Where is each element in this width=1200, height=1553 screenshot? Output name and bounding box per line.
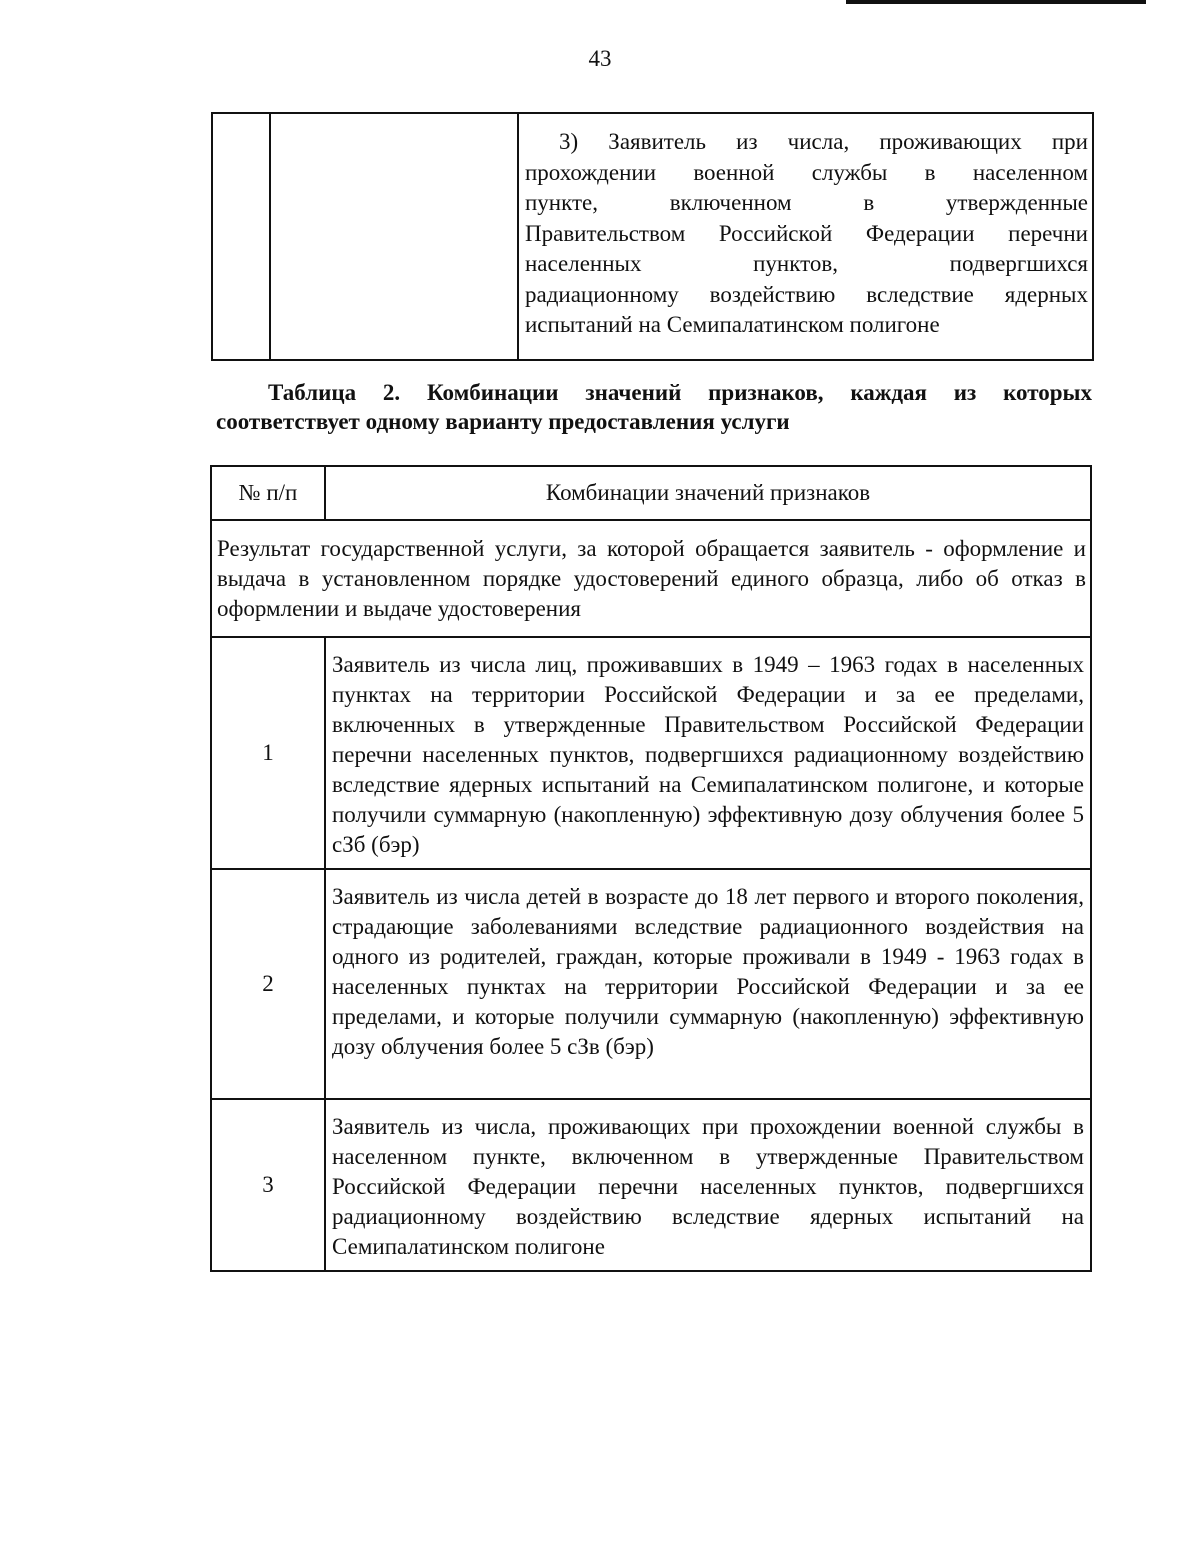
combinations-table [210, 465, 1092, 1272]
line: прохождении военной службы в населенном [525, 159, 1088, 185]
table-row [211, 637, 1091, 869]
empty-cell-2 [270, 113, 518, 360]
table-caption [216, 378, 1092, 436]
continued-cell-text [518, 113, 1093, 360]
page-number: 43 [588, 46, 612, 71]
top-edge-line [846, 0, 1146, 4]
result-row [211, 520, 1091, 637]
result-text: Результат государственной услуги, за которой обращается заявитель - оформление и выдача в установленном порядке удостоверений единого образца, либо об отказ в оформлении и выдаче удостоверения [211, 520, 1091, 637]
row-number: 2 [211, 869, 325, 1099]
header-num: № п/п [211, 466, 325, 520]
line: испытаний на Семипалатинском полигоне [525, 312, 940, 337]
table-row [211, 1099, 1091, 1271]
row-number: 1 [211, 637, 325, 869]
row-number: 3 [211, 1099, 325, 1271]
row-text: Заявитель из числа лиц, проживавших в 1949 – 1963 годах в населенных пунктах на территории Российской Федерации и за ее пределами, включенных в утвержденные Правительством Российской Федерации перечни населенных пунктов, подвергшихся радиационному воздействию вследствие ядерных испытаний на Семипалатинском полигоне, и которые получили суммарную (накопленную) эффективную дозу облучения более 5 сЗб (бэр) [325, 637, 1091, 869]
caption-line-1: Таблица 2. Комбинации значений признаков, каждая из которых [268, 380, 1092, 405]
line: радиационному воздействию вследствие ядерных [525, 281, 1088, 307]
empty-cell-1 [212, 113, 270, 360]
line: населенных пунктов, подвергшихся [525, 251, 1088, 276]
row-text: Заявитель из числа детей в возрасте до 18 лет первого и второго поколения, страдающие заболеваниями вследствие радиационного воздействия на одного из родителей, граждан, которые проживали в 1949 - 1963 годах в населенных пунктах на территории Российской Федерации и за ее пределами, и которые получили суммарную (накопленную) эффективную дозу облучения более 5 сЗв (бэр) [325, 869, 1091, 1099]
table-header-row [211, 466, 1091, 520]
line: Правительством Российской Федерации перечни [525, 220, 1088, 246]
caption-line-2: соответствует одному варианту предоставления услуги [216, 409, 790, 434]
header-combinations: Комбинации значений признаков [325, 466, 1091, 520]
row-text: Заявитель из числа, проживающих при прохождении военной службы в населенном пункте, включенном в утвержденные Правительством Российской Федерации перечни населенных пунктов, подвергшихся радиационному воздействию вследствие ядерных испытаний на Семипалатинском полигоне [325, 1099, 1091, 1271]
table-row [211, 869, 1091, 1099]
continued-table [211, 112, 1094, 361]
line: пункте, включенном в утвержденные [525, 190, 1088, 215]
line: 3) Заявитель из числа, проживающих при [559, 129, 1088, 154]
